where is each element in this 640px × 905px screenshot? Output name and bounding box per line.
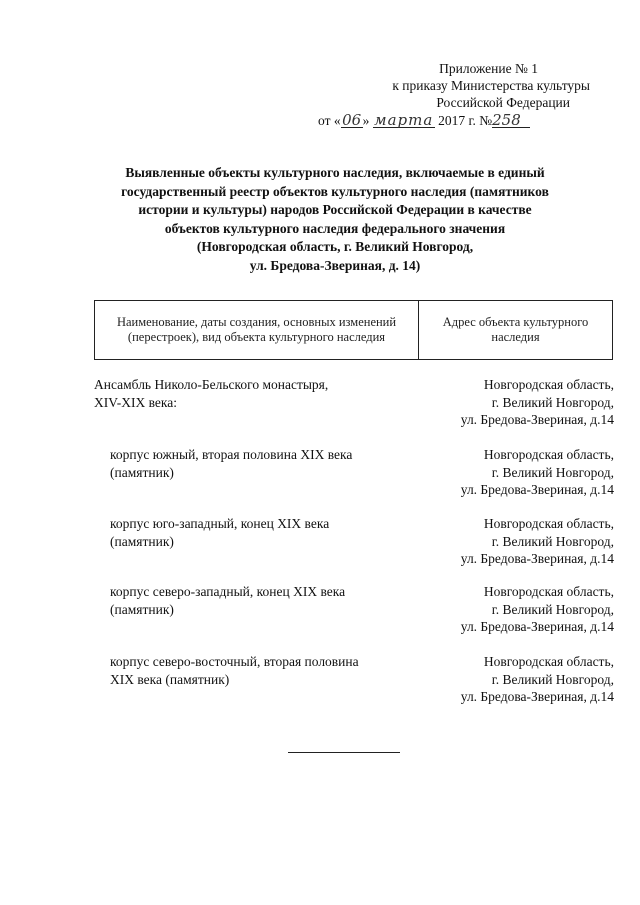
order-date-line xyxy=(318,113,530,129)
title-line: объектов культурного наследия федерального значения xyxy=(164,220,506,236)
object-name-line: корпус северо-западный, конец XIX века xyxy=(110,584,346,599)
address-line: ул. Бредова-Звериная, д.14 xyxy=(460,689,614,704)
address-line: ул. Бредова-Звериная, д.14 xyxy=(460,482,614,497)
annex-line-3: Российской Федерации xyxy=(436,95,570,110)
end-separator-line xyxy=(288,752,400,753)
object-name-line: корпус южный, вторая половина XIX века xyxy=(110,447,353,462)
annex-header xyxy=(330,60,590,111)
date-year-number-label: 2017 г. № xyxy=(438,113,493,128)
column-header-name: Наименование, даты создания, основных изменений (перестроек), вид объекта культурного наследия xyxy=(95,301,419,360)
address-line: Новгородская область, xyxy=(483,584,614,599)
title-line: (Новгородская область, г. Великий Новгород, xyxy=(196,239,474,254)
address-line: г. Великий Новгород, xyxy=(491,394,614,410)
object-name xyxy=(110,515,410,550)
object-address xyxy=(414,515,614,568)
handwritten-day: 06 xyxy=(342,111,362,129)
object-name-line: (памятник) xyxy=(110,533,174,549)
object-name-line: XIX века (памятник) xyxy=(110,671,230,687)
address-line: ул. Бредова-Звериная, д.14 xyxy=(460,412,614,427)
title-line: Выявленные объекты культурного наследия, включаемые в единый xyxy=(125,165,545,180)
address-line: г. Великий Новгород, xyxy=(491,601,614,617)
title-line: истории и культуры) народов Российской Федерации в качестве xyxy=(138,202,532,217)
annex-line-2: к приказу Министерства культуры xyxy=(392,78,590,93)
handwritten-order-number: 258 xyxy=(492,113,530,128)
object-name xyxy=(94,376,394,411)
object-address xyxy=(414,376,614,429)
date-prefix: от « xyxy=(318,113,341,128)
address-line: ул. Бредова-Звериная, д.14 xyxy=(460,619,614,634)
object-name-line: корпус северо-восточный, вторая половина xyxy=(110,654,359,669)
object-name xyxy=(110,653,410,688)
column-header-address: Адрес объекта культурного наследия xyxy=(419,301,613,360)
title-line: ул. Бредова-Звериная, д. 14) xyxy=(249,257,421,273)
date-quote-close: » xyxy=(362,113,370,128)
object-name-line: (памятник) xyxy=(110,464,174,480)
object-name-line: XIV-XIX века: xyxy=(94,394,178,410)
address-line: Новгородская область, xyxy=(483,654,614,669)
object-name-line: (памятник) xyxy=(110,601,174,617)
object-address xyxy=(414,446,614,499)
address-line: г. Великий Новгород, xyxy=(491,464,614,480)
document-title xyxy=(60,164,610,275)
address-line: Новгородская область, xyxy=(483,377,614,392)
table-header xyxy=(94,300,613,360)
address-line: г. Великий Новгород, xyxy=(491,671,614,687)
title-line: государственный реестр объектов культурного наследия (памятников xyxy=(121,183,549,199)
object-name xyxy=(110,583,410,618)
annex-line-1: Приложение № 1 xyxy=(439,61,538,76)
address-line: ул. Бредова-Звериная, д.14 xyxy=(460,551,614,566)
object-name-line: корпус юго-западный, конец XIX века xyxy=(110,516,330,531)
object-address xyxy=(414,583,614,636)
address-line: г. Великий Новгород, xyxy=(491,533,614,549)
handwritten-month: марта xyxy=(374,111,434,129)
object-name-line: Ансамбль Николо-Бельского монастыря, xyxy=(94,377,329,392)
address-line: Новгородская область, xyxy=(483,516,614,531)
address-line: Новгородская область, xyxy=(483,447,614,462)
object-name xyxy=(110,446,410,481)
object-address xyxy=(414,653,614,706)
